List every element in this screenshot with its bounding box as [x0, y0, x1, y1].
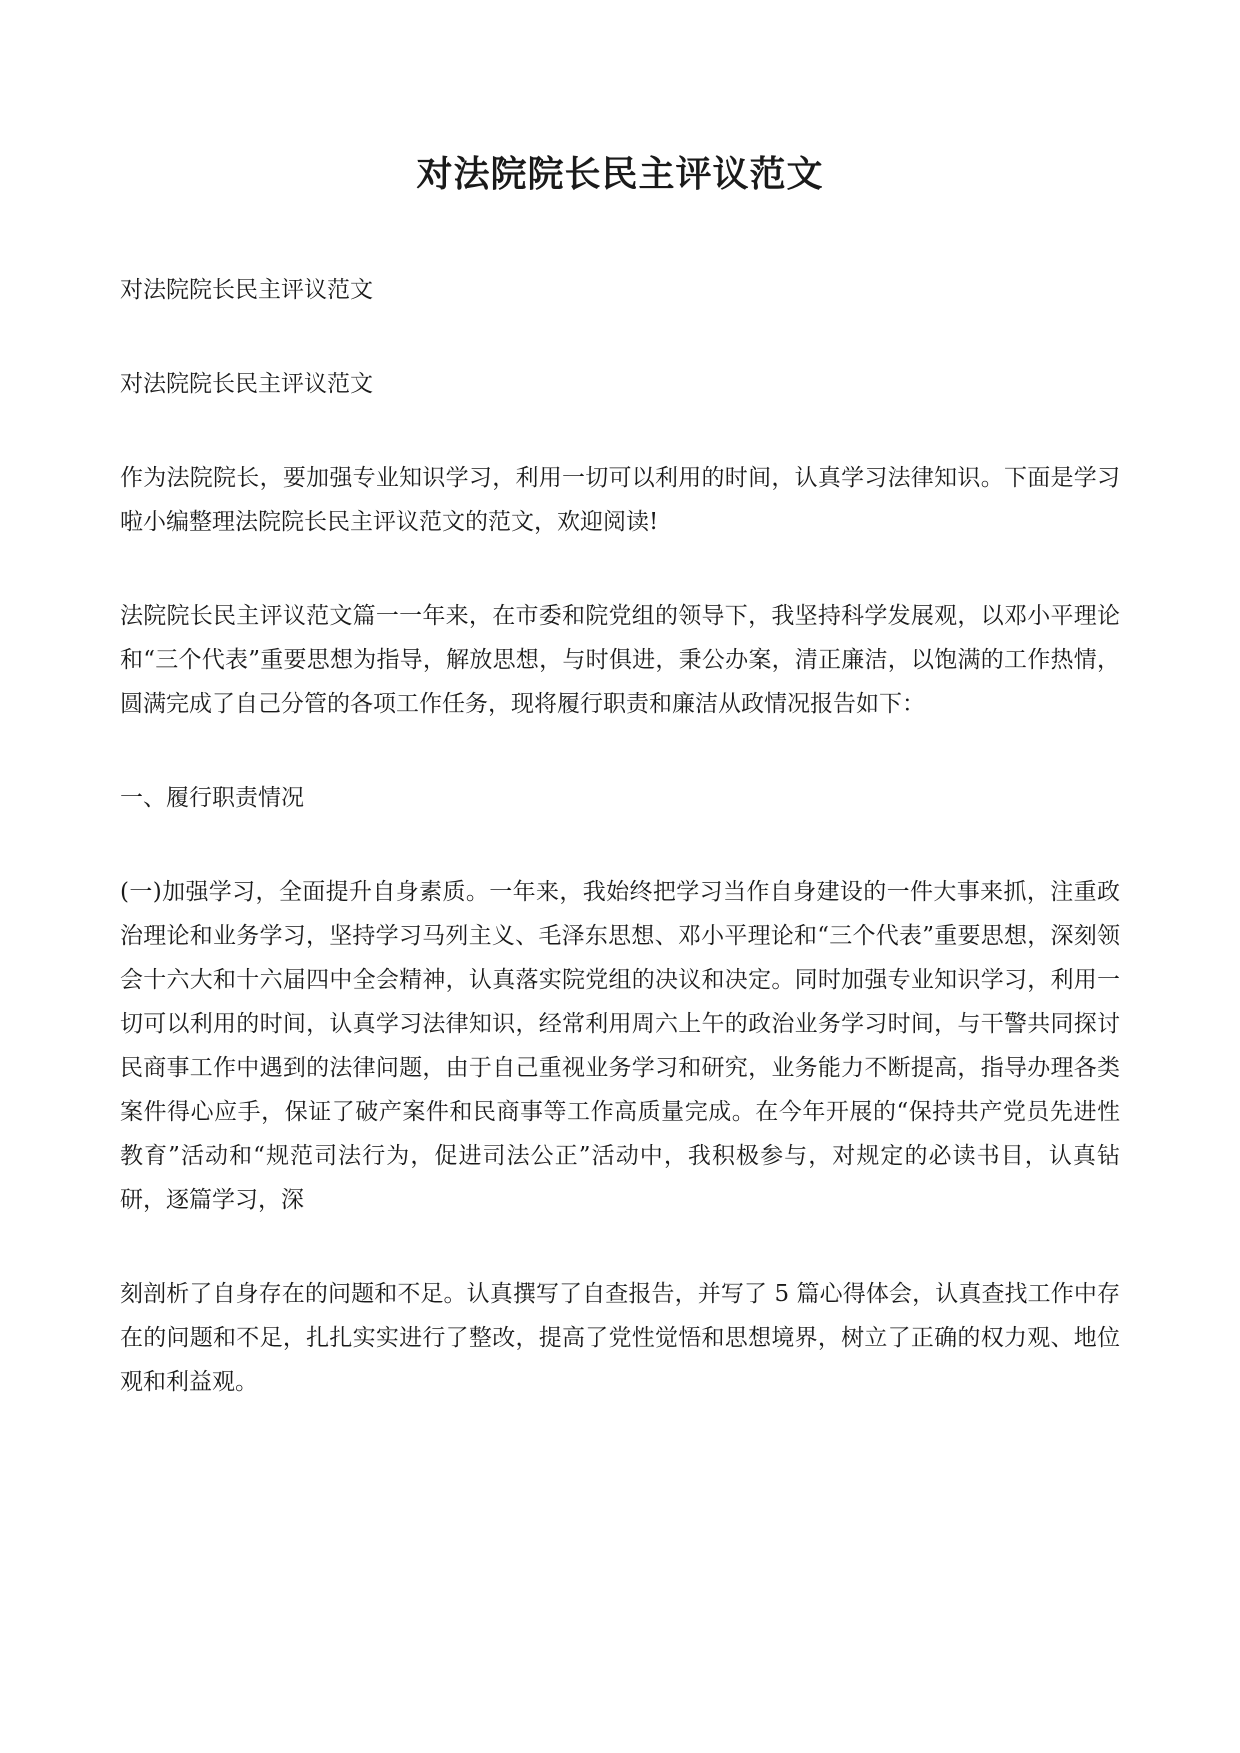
body-paragraph-1: 法院院长民主评议范文篇一一年来，在市委和院党组的领导下，我坚持科学发展观，以邓小平理论和“三个代表”重要思想为指导，解放思想，与时俱进，秉公办案，清正廉洁，以饱满的工作热情，圆满完成了自己分管的各项工作任务，现将履行职责和廉洁从政情况报告如下： — [120, 603, 1120, 717]
document-page — [120, 150, 1120, 1454]
document-title: 对法院院长民主评议范文 — [416, 153, 824, 195]
subtitle-line-2: 对法院院长民主评议范文 — [120, 371, 373, 397]
intro-paragraph: 作为法院院长，要加强专业知识学习，利用一切可以利用的时间，认真学习法律知识。下面是学习啦小编整理法院院长民主评议范文的范文，欢迎阅读! — [120, 465, 1120, 535]
body-paragraph-2: (一)加强学习，全面提升自身素质。一年来，我始终把学习当作自身建设的一件大事来抓，注重政治理论和业务学习，坚持学习马列主义、毛泽东思想、邓小平理论和“三个代表”重要思想，深刻领会十六大和十六届四中全会精神，认真落实院党组的决议和决定。同时加强专业知识学习，利用一切可以利用的时间，认真学习法律知识，经常利用周六上午的政治业务学习时间，与干警共同探讨民商事工作中遇到的法律问题，由于自己重视业务学习和研究，业务能力不断提高，指导办理各类案件得心应手，保证了破产案件和民商事等工作高质量完成。在今年开展的“保持共产党员先进性教育”活动和“规范司法行为，促进司法公正”活动中，我积极参与，对规定的必读书目，认真钻研，逐篇学习，深 — [120, 879, 1120, 1213]
section-heading: 一、履行职责情况 — [120, 785, 304, 811]
body-paragraph-3: 刻剖析了自身存在的问题和不足。认真撰写了自查报告，并写了 5 篇心得体会，认真查找工作中存在的问题和不足，扎扎实实进行了整改，提高了党性觉悟和思想境界，树立了正确的权力观、地位观和利益观。 — [120, 1281, 1120, 1395]
subtitle-line-1: 对法院院长民主评议范文 — [120, 277, 373, 303]
